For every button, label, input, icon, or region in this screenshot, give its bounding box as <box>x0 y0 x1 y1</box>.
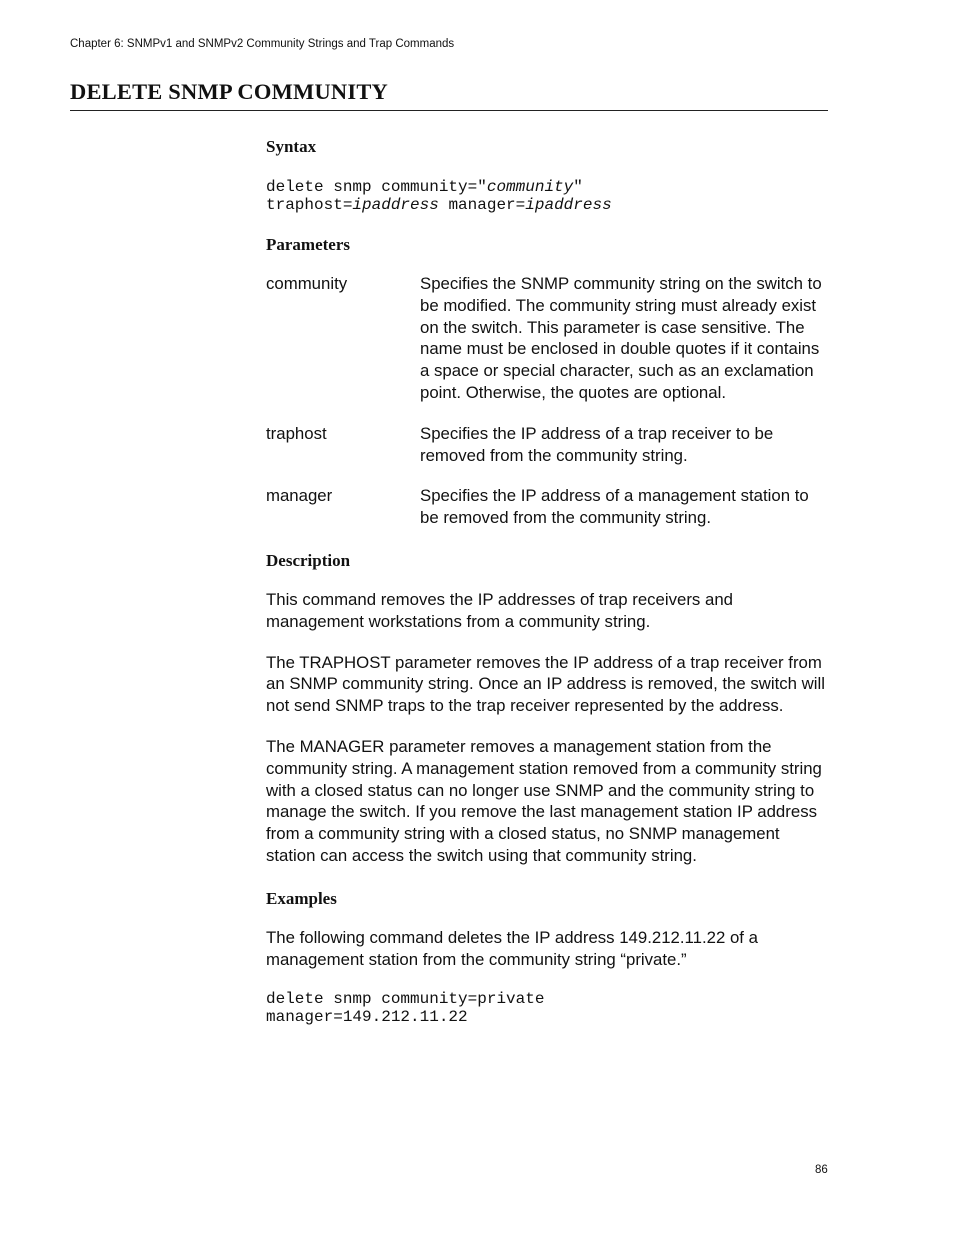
description-heading: Description <box>266 550 351 570</box>
example-code-line: delete snmp community=private <box>266 990 545 1009</box>
param-row-community <box>266 273 832 404</box>
param-description: Specifies the IP address of a trap receiver to be removed from the community string. <box>420 423 774 465</box>
syntax-placeholder-community: community <box>486 178 574 196</box>
syntax-placeholder-ipaddress: ipaddress <box>352 196 439 214</box>
running-head: Chapter 6: SNMPv1 and SNMPv2 Community Strings and Trap Commands <box>70 38 455 50</box>
param-name: community <box>266 274 348 293</box>
syntax-code <box>266 178 832 214</box>
param-name: traphost <box>266 423 327 443</box>
syntax-line-2 <box>266 196 832 214</box>
syntax-text: manager= <box>438 196 526 214</box>
examples-intro: The following command deletes the IP address 149.212.11.22 of a management station from the community string “private.” <box>266 927 758 969</box>
param-row-traphost <box>266 423 832 467</box>
syntax-text: delete snmp community=" <box>266 178 487 196</box>
main-content <box>266 135 832 1026</box>
description-paragraph: The TRAPHOST parameter removes the IP address of a trap receiver from an SNMP community string. Once an IP address is removed, the switch will not send SNMP traps to the trap receiver represented by the address. <box>266 652 825 716</box>
description-paragraph: This command removes the IP addresses of trap receivers and management workstations from a community string. <box>266 589 733 631</box>
parameters-heading: Parameters <box>266 235 351 254</box>
example-code-line: manager=149.212.11.22 <box>266 1008 468 1027</box>
parameters-list <box>266 273 832 529</box>
syntax-line-1 <box>266 178 832 196</box>
page-title: DELETE SNMP COMMUNITY <box>70 78 828 111</box>
param-row-manager <box>266 485 832 529</box>
param-name: manager <box>266 486 333 506</box>
syntax-placeholder-ipaddress: ipaddress <box>525 196 612 214</box>
page-number: 86 <box>815 1164 828 1176</box>
param-description: Specifies the SNMP community string on the switch to be modified. The community string must already exist on the switch. This parameter is case sensitive. The name must be enclosed in double quotes if it contains a space or special character, such as an exclamation point. Otherwise, the quotes are optional. <box>420 274 822 402</box>
param-description: Specifies the IP address of a management station to be removed from the community string. <box>420 486 809 528</box>
syntax-text: " <box>573 178 583 196</box>
description-paragraph: The MANAGER parameter removes a management station from the community string. A management station removed from a community string with a closed status can no longer use SNMP and the community string to manage the switch. If you remove the last management station IP address from a community string with a closed status, no SNMP management station can access the switch using that community string. <box>266 736 822 865</box>
syntax-text: traphost= <box>266 196 353 214</box>
examples-heading: Examples <box>266 888 337 908</box>
syntax-heading: Syntax <box>266 137 317 156</box>
example-code <box>266 990 832 1026</box>
